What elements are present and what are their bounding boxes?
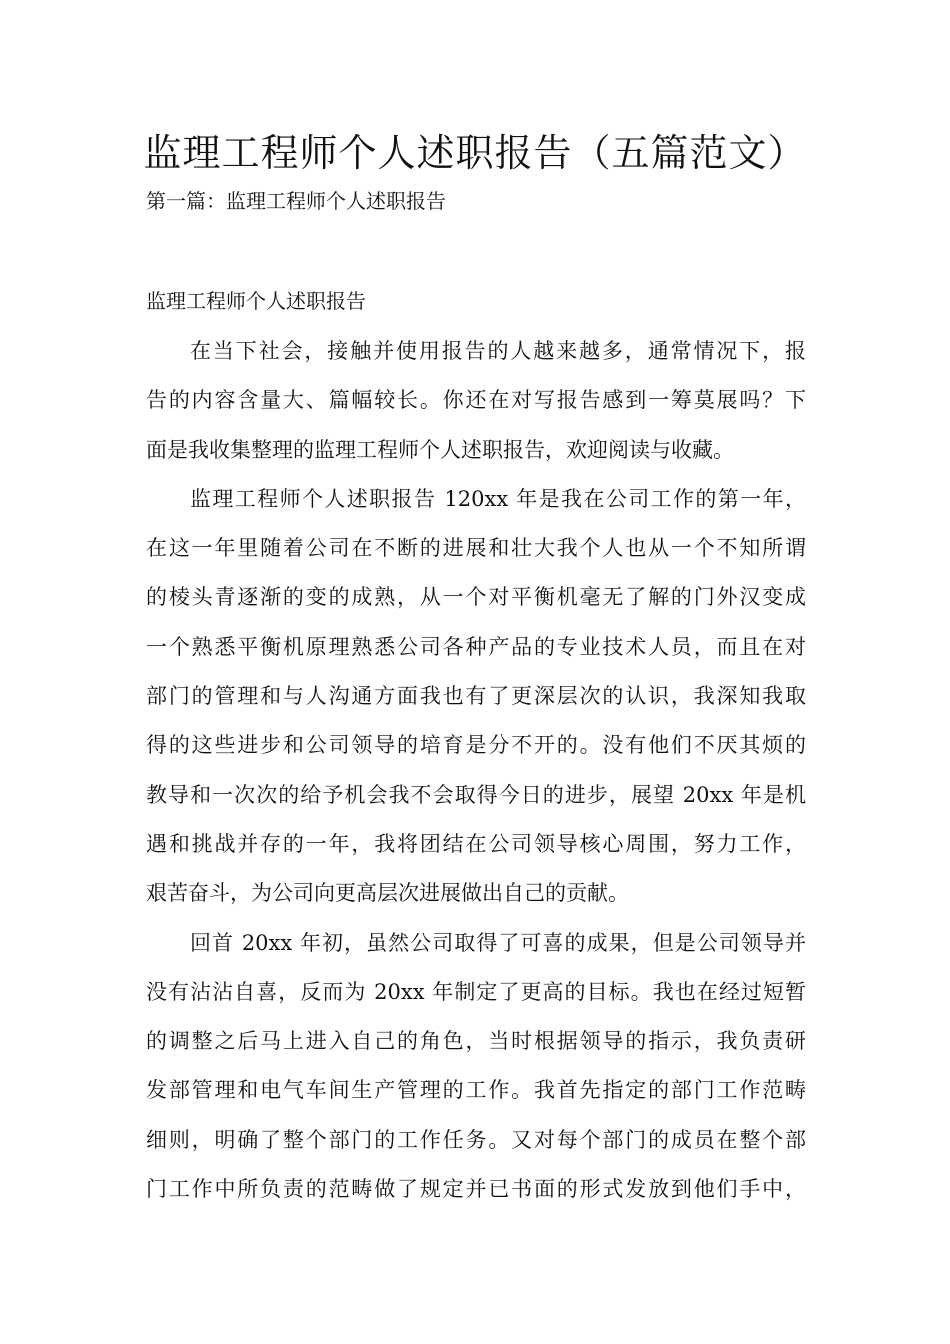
paragraph-1 <box>146 334 806 482</box>
text-line: 的调整之后马上进入自己的角色，当时根据领导的指示，我负责研 <box>146 1029 806 1054</box>
paragraph-3 <box>146 926 806 1222</box>
text-line: 遇和挑战并存的一年，我将团结在公司领导核心周围，努力工作， <box>146 831 806 856</box>
text-line: 告的内容含量大、篇幅较长。你还在对写报告感到一筹莫展吗？下 <box>146 388 806 413</box>
text-line: 在这一年里随着公司在不断的进展和壮大我个人也从一个不知所谓 <box>146 536 806 561</box>
text-line: 细则，明确了整个部门的工作任务。又对每个部门的成员在整个部 <box>146 1127 806 1152</box>
text-line: 的棱头青逐渐的变的成熟，从一个对平衡机毫无了解的门外汉变成 <box>146 585 806 610</box>
text-line: 教导和一次次的给予机会我不会取得今日的进步，展望 20xx 年是机 <box>146 782 806 807</box>
document-body <box>146 334 806 1221</box>
text-line: 监理工程师个人述职报告 120xx 年是我在公司工作的第一年， <box>190 486 806 511</box>
text-line: 面是我收集整理的监理工程师个人述职报告，欢迎阅读与收藏。 <box>146 437 734 462</box>
document-title: 监理工程师个人述职报告（五篇范文） <box>143 131 807 175</box>
text-line: 没有沾沾自喜，反而为 20xx 年制定了更高的目标。我也在经过短暂 <box>146 979 806 1004</box>
paragraph-2 <box>146 482 806 926</box>
text-line: 门工作中所负责的范畴做了规定并已书面的形式发放到他们手中， <box>146 1177 806 1202</box>
document-subtitle: 第一篇：监理工程师个人述职报告 <box>146 189 446 213</box>
text-line: 艰苦奋斗，为公司向更高层次进展做出自己的贡献。 <box>146 881 629 906</box>
text-line: 发部管理和电气车间生产管理的工作。我首先指定的部门工作范畴 <box>146 1078 806 1103</box>
text-line: 部门的管理和与人沟通方面我也有了更深层次的认识，我深知我取 <box>146 684 806 709</box>
text-line: 回首 20xx 年初，虽然公司取得了可喜的成果，但是公司领导并 <box>190 930 806 955</box>
text-line: 得的这些进步和公司领导的培育是分不开的。没有他们不厌其烦的 <box>146 733 806 758</box>
section-heading: 监理工程师个人述职报告 <box>146 289 366 313</box>
text-line: 在当下社会，接触并使用报告的人越来越多，通常情况下，报 <box>190 339 806 363</box>
text-line: 一个熟悉平衡机原理熟悉公司各种产品的专业技术人员，而且在对 <box>146 634 806 659</box>
